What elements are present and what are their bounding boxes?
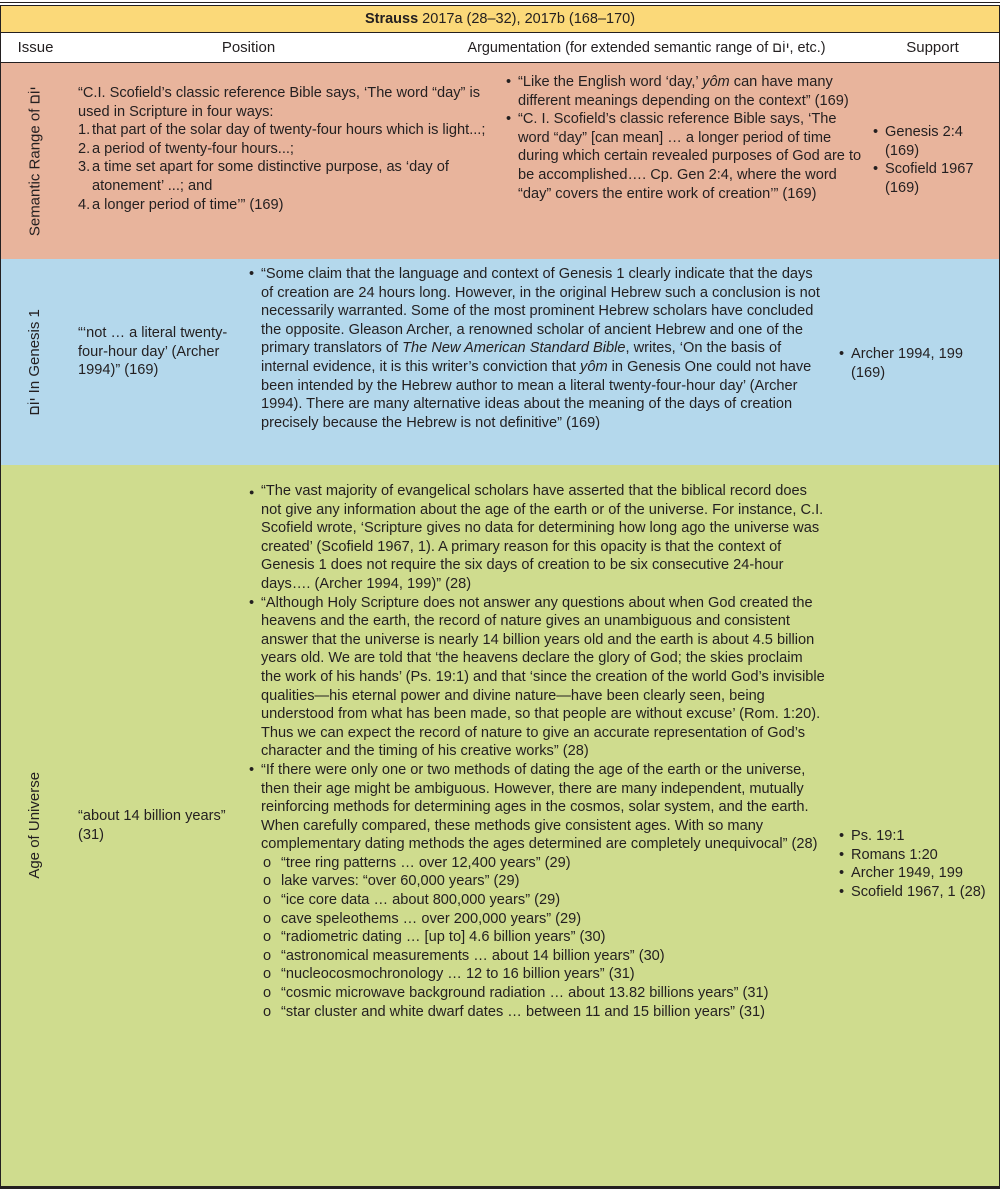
banner-author: Strauss: [364, 11, 419, 27]
row1-issue-label: Semantic Range of יוֹם: [26, 86, 44, 236]
list-item: o “star cluster and white dwarf dates … between 11 and 15 billion years” (31): [261, 1003, 826, 1022]
row1-support-list: [873, 123, 995, 197]
header-position: Position: [70, 33, 428, 63]
header-support: Support: [866, 33, 1000, 63]
list-item: 2. a period of twenty-four hours...;: [78, 140, 294, 157]
list-item: • Archer 1949, 199: [839, 864, 995, 883]
row1-argumentation-list: [506, 73, 862, 203]
list-item: • “Like the English word ‘day,’ yôm can have many different meanings depending on the context” (169): [506, 73, 862, 110]
list-item: 1. that part of the solar day of twenty-four hours which is light...;: [78, 122, 486, 139]
list-item: • Genesis 2:4 (169): [873, 123, 995, 160]
row2-support: [832, 259, 1000, 466]
row2-issue-label: יוֹם In Genesis 1: [26, 308, 44, 416]
row2-position: [70, 259, 243, 466]
list-item: ● “The vast majority of evangelical scholars have asserted that the biblical record does not give any information about the age of the earth or of the universe. For instance, C.I. Scofield wrote, ‘Scripture gives no data for determining how long ago the universe was created’ (Scofield 1967, 1). A primary reason for this opacity is that the context of Genesis 1 does not require the six days of creation to be six consecutive 24-hour days…. (Archer 1994, 199)” (28): [249, 482, 826, 594]
list-item: • Scofield 1967 (169): [873, 160, 995, 197]
list-item: o “ice core data … about 800,000 years” (29): [261, 891, 826, 910]
row3-argumentation-text: [249, 482, 826, 1021]
row2-position-text: “‘not … a literal twenty-four-hour day’ (Archer 1994)” (169): [78, 325, 228, 379]
row1-position-text: [78, 84, 494, 214]
top-rule: [0, 2, 1000, 3]
row3-argumentation: [242, 465, 833, 1187]
list-item: • “Although Holy Scripture does not answer any questions about when God created the heavens and the earth, the record of nature gives an unambiguous and consistent answer that the universe is nearly 14 billion years old and the earth is about 4.5 billion years old. We are told that ‘the heavens declare the glory of God; the skies proclaim the work of his hands’ (Ps. 19:1) and that ‘since the creation of the world God’s invisible qualities—his eternal power and divine nature—have been clearly seen, being understood from what has been made, so that people are without excuse’ (Rom. 1:20). Thus we can expect the record of nature to give an accurate representation of God’s character and the timing of his creative works” (28): [249, 594, 826, 761]
list-item: o “nucleocosmochronology … 12 to 16 billion years” (31): [261, 965, 826, 984]
row3-support-list: [839, 827, 995, 901]
list-item: • Scofield 1967, 1 (28): [839, 883, 995, 902]
list-item: o “cosmic microwave background radiation … about 13.82 billions years” (31): [261, 984, 826, 1003]
row1-issue: [0, 63, 71, 260]
list-item: o cave speleothems … over 200,000 years” (29): [261, 910, 826, 929]
bottom-rule: [0, 1187, 1000, 1189]
row3-argumentation-list: [249, 482, 826, 854]
list-item: 4. a longer period of time’” (169): [78, 196, 284, 213]
list-item: 3. a time set apart for some distinctive purpose, as ‘day of atonement’ ...; and: [78, 159, 449, 194]
list-item: • Ps. 19:1: [839, 827, 995, 846]
row1-position: [70, 63, 500, 260]
row3-position-text: “about 14 billion years” (31): [78, 808, 226, 843]
list-item: o lake varves: “over 60,000 years” (29): [261, 872, 826, 891]
row1-position-list: [78, 121, 494, 214]
list-item: • Archer 1994, 199 (169): [839, 345, 995, 382]
row2-support-list: [839, 345, 995, 382]
list-item: o “tree ring patterns … over 12,400 years” (29): [261, 854, 826, 873]
row3-support: [832, 465, 1000, 1187]
row2-issue: [0, 259, 71, 466]
header-issue: Issue: [0, 33, 71, 63]
row3-position: [70, 465, 243, 1187]
header-argumentation: Argumentation (for extended semantic range of יוֹם, etc.): [427, 33, 867, 63]
row1-support: [866, 63, 1000, 260]
row3-dating-methods-list: [249, 854, 826, 1021]
table-banner: [0, 5, 1000, 33]
list-item: • “Some claim that the language and context of Genesis 1 clearly indicate that the days of creation are 24 hours long. However, in the original Hebrew such a conclusion is not necessarily warranted. Some of the most prominent Hebrew scholars have concluded the opposite. Gleason Archer, a renowned scholar of ancient Hebrew and one of the primary translators of The New American Standard Bible, writes, ‘On the basis of internal evidence, it is this writer’s conviction that yôm in Genesis One could not have been intended by the Hebrew author to mean a literal twenty-four-hour day’ (Archer 1994). There are many alternative ideas about the meaning of the days of creation precisely because the Hebrew is not definitive” (169): [249, 265, 824, 432]
list-item: • Romans 1:20: [839, 846, 995, 865]
banner-refs: 2017a (28–32), 2017b (168–170): [418, 11, 636, 27]
row1-argumentation: [499, 63, 867, 260]
row3-issue: [0, 465, 71, 1187]
row3-issue-label: Age of Universe: [26, 772, 44, 879]
list-item: • “If there were only one or two methods of dating the age of the earth or the universe, then their age might be ambiguous. However, there are many independent, mutually reinforcing methods for determining ages in the cosmos, solar system, and the earth. When carefully compared, these methods give consistent ages. With so many complementary dating methods the ages determined are completely unequivocal” (28): [249, 761, 826, 854]
row1-position-intro: “C.I. Scofield’s classic reference Bible says, ‘The word “day” is used in Scripture in four ways:: [78, 85, 481, 120]
list-item: o “astronomical measurements … about 14 billion years” (30): [261, 947, 826, 966]
list-item: o “radiometric dating … [up to] 4.6 billion years” (30): [261, 928, 826, 947]
row2-argumentation-list: [249, 265, 824, 432]
row2-argumentation: [242, 259, 833, 466]
list-item: • “C. I. Scofield’s classic reference Bible says, ‘The word “day” [can mean] … a longer period of time during which certain revealed purposes of God are to be accomplished…. Cp. Gen 2:4, where the word “day” covers the entire work of creation’” (169): [506, 110, 862, 203]
